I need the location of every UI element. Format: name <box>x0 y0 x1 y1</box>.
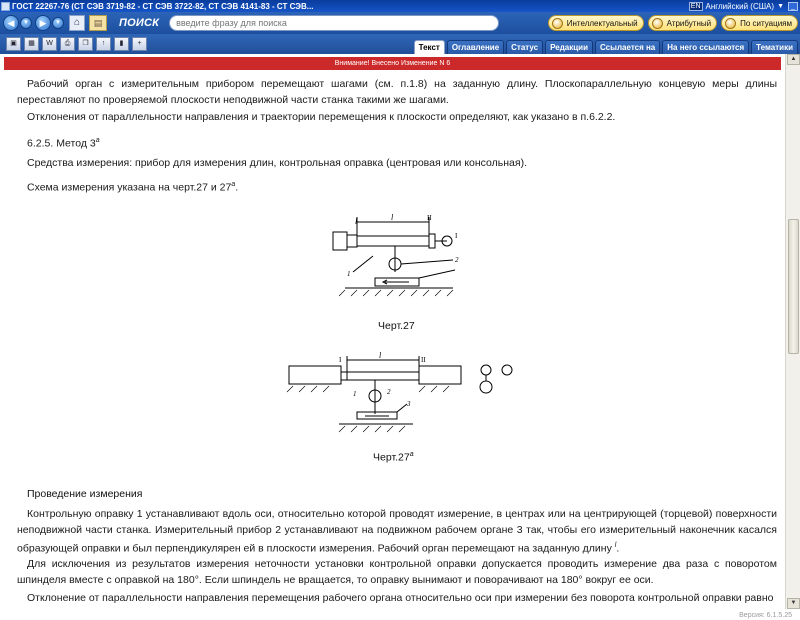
fig1-hatch <box>447 290 453 296</box>
fig2-hatch <box>339 426 345 432</box>
window-title: ГОСТ 22267-76 (СТ СЭВ 3719-82 - СТ СЭВ 3722-82, СТ СЭВ 4141-83 - СТ СЭВ... <box>12 1 314 11</box>
fig2-hatch <box>431 386 437 392</box>
fig1-label: I <box>455 232 458 240</box>
fig2-label: l <box>379 351 382 360</box>
paragraph <box>17 76 777 108</box>
back-arrow-icon[interactable]: ◀ <box>3 15 19 31</box>
document-tabs <box>414 40 798 54</box>
fig1-hatch <box>387 290 393 296</box>
back-history-icon[interactable]: ▾ <box>20 17 32 29</box>
figure-27a-caption-text: Черт.27 <box>373 451 410 464</box>
minimize-icon[interactable]: _ <box>788 2 798 11</box>
tab-status[interactable]: Статус <box>506 40 543 54</box>
intellectual-search-label: Интеллектуальный <box>566 18 638 28</box>
search-label: ПОИСК <box>119 17 160 29</box>
paragraph-text: Средства измерения: прибор для измерения длин, контрольная оправка (центровая или консольная). <box>27 157 527 169</box>
attribute-search-label: Атрибутный <box>666 18 712 28</box>
tab-referenced-by[interactable]: На него ссылаются <box>662 40 749 54</box>
method-superscript: а <box>95 137 100 144</box>
forward-history-icon[interactable]: ▾ <box>52 17 64 29</box>
fig1-label: 2 <box>455 256 459 264</box>
figure-27-caption: Черт.27 <box>378 320 415 332</box>
scheme-superscript: а <box>231 181 236 188</box>
fig2-side-section <box>481 365 491 375</box>
fig1-hatch <box>375 290 381 296</box>
fig2-headstock <box>289 366 341 384</box>
fig1-label: II <box>427 214 432 222</box>
paragraph <box>17 155 777 171</box>
fig2-hatch <box>387 426 393 432</box>
fig2-label: 1 <box>353 390 357 398</box>
paragraph-text: Отклонение от параллельности направления перемещения рабочего органа относительно оси при измерении без поворота контрольной оправки равно <box>27 592 774 604</box>
print-icon[interactable]: ⎙ <box>60 37 75 51</box>
fig1-label: l <box>391 213 394 222</box>
paragraph <box>17 109 777 125</box>
fig2-hatch <box>363 426 369 432</box>
fig1-hatch <box>423 290 429 296</box>
app-icon <box>1 2 10 11</box>
paragraph <box>17 177 777 196</box>
change-notice[interactable]: Внимание! Внесено Изменение N 6 <box>4 57 781 70</box>
method-text: 6.2.5. Метод 3 <box>27 137 96 150</box>
chevron-down-icon: ▼ <box>777 2 784 10</box>
fig2-hatch <box>443 386 449 392</box>
fig1-hatch <box>435 290 441 296</box>
folder-icon[interactable]: ▤ <box>89 15 107 31</box>
paragraph-text: Для исключения из результатов измерения неточности установки контрольной оправки допускается проводить измерение два раза с поворотом шпинделя вместе с оправкой на 180°. Если шпиндель не вращается, то оправку вынимают и поворачивают на 180° вокруг ее оси. <box>17 558 777 586</box>
pdf-icon[interactable]: ▦ <box>24 37 39 51</box>
fig2-label: 2 <box>387 388 391 396</box>
search-mode-icon <box>725 18 736 29</box>
scheme-end: . <box>235 181 239 194</box>
bookmark-icon[interactable]: ▮ <box>114 37 129 51</box>
fig1-hatch <box>351 290 357 296</box>
paragraph <box>17 506 777 557</box>
scheme-text: Схема измерения указана на черт.27 и 27 <box>27 181 232 194</box>
figure-27a <box>283 350 523 442</box>
section-heading: Проведение измерения <box>27 488 143 500</box>
scroll-up-icon[interactable]: ▲ <box>787 54 800 65</box>
fig2-hatch <box>351 426 357 432</box>
figure-27a-caption-sup: а <box>409 451 414 458</box>
language-name: Английский (США) <box>705 1 775 11</box>
paragraph <box>17 590 777 606</box>
home-icon[interactable]: ⌂ <box>69 15 85 31</box>
fig1-spindle-head <box>333 232 347 250</box>
fig1-center <box>429 234 435 248</box>
figure-27 <box>325 212 470 312</box>
fig2-leader-3 <box>397 404 407 412</box>
fig2-hatch <box>419 386 425 392</box>
fig2-left-center <box>341 372 347 380</box>
tab-references-to[interactable]: Ссылается на <box>595 40 660 54</box>
window-titlebar <box>0 0 800 12</box>
tab-text[interactable]: Текст <box>414 40 445 54</box>
fig2-tailstock <box>419 366 461 384</box>
fig2-hatch <box>375 426 381 432</box>
paragraph <box>17 556 777 588</box>
intellectual-search-button[interactable] <box>548 15 644 31</box>
fig2-side-dial <box>480 381 492 393</box>
scroll-down-icon[interactable]: ▼ <box>787 598 800 609</box>
scroll-thumb[interactable] <box>788 219 799 354</box>
method-heading <box>17 133 777 152</box>
vertical-scrollbar[interactable] <box>785 54 800 609</box>
language-indicator[interactable] <box>689 2 784 11</box>
search-mode-icon <box>652 18 663 29</box>
fig2-hatch <box>323 386 329 392</box>
attribute-search-button[interactable] <box>648 15 717 31</box>
situation-search-label: По ситуациям <box>740 18 792 28</box>
save-icon[interactable]: ▣ <box>6 37 21 51</box>
forward-arrow-icon[interactable]: ▶ <box>35 15 51 31</box>
version-label: Версия: 6.1.5.25 <box>739 612 792 619</box>
tab-contents[interactable]: Оглавление <box>447 40 504 54</box>
paragraph-text: Контрольную оправку 1 устанавливают вдоль оси, относительно которой проводят измерение, в центрах или на центрирующей (торцевой) поверхности неподвижной части станка. Измерительный прибор 2 устанавливают на подвижном рабочем органе 3 так, чтобы его измерительный наконечник касался образующей оправки и был перпендикулярен ей в плоскости измерения. Рабочий орган перемещают на заданную длину <box>17 508 777 555</box>
language-code: EN <box>690 2 701 10</box>
figure-27a-caption <box>373 451 414 464</box>
paragraph-end: . <box>616 542 620 555</box>
fig2-label: 3 <box>407 400 411 408</box>
fig2-hatch <box>399 426 405 432</box>
paragraph-text: Рабочий орган с измерительным прибором перемещают шагами (см. п.1.8) на заданную длину. Плоскопараллельную концевую меры длины переставляют по проверяемой плоскости неподвижной части станка такими же шагами. <box>17 78 777 106</box>
tab-editions[interactable]: Редакции <box>545 40 593 54</box>
fig1-leader-1 <box>353 256 373 272</box>
fig1-leader-2 <box>401 260 453 264</box>
copy-icon[interactable]: ❐ <box>78 37 93 51</box>
plus-icon[interactable]: + <box>132 37 147 51</box>
fig1-hatch <box>339 290 345 296</box>
up-icon[interactable]: ↑ <box>96 37 111 51</box>
document-toolbar <box>0 34 800 54</box>
tab-topics[interactable]: Тематики <box>751 40 798 54</box>
fig1-label: 1 <box>347 270 351 278</box>
search-modes <box>548 15 798 31</box>
word-export-icon[interactable]: W <box>42 37 57 51</box>
situation-search-button[interactable] <box>721 15 798 31</box>
fig2-hatch <box>311 386 317 392</box>
fig2-hatch <box>299 386 305 392</box>
fig2-hatch <box>287 386 293 392</box>
fig1-spindle-neck <box>347 235 357 247</box>
fig2-label: II <box>421 356 426 364</box>
document-view <box>0 54 785 620</box>
fig2-mandrel <box>347 372 419 380</box>
paragraph-text: Отклонения от параллельности направления и траектории перемещения к плоскости определяют, как указано в п.6.2.2. <box>27 111 616 123</box>
length-superscript: l <box>614 542 617 549</box>
fig2-label: I <box>339 356 342 364</box>
search-bar <box>0 12 800 34</box>
fig1-hatch <box>399 290 405 296</box>
search-input[interactable] <box>169 15 499 31</box>
fig1-mandrel <box>357 236 429 246</box>
fig1-hatch <box>363 290 369 296</box>
search-mode-icon <box>552 18 563 29</box>
fig1-hatch <box>411 290 417 296</box>
fig2-side-section-2 <box>502 365 512 375</box>
fig1-label: l <box>355 217 358 226</box>
fig1-leader-3 <box>419 270 455 278</box>
